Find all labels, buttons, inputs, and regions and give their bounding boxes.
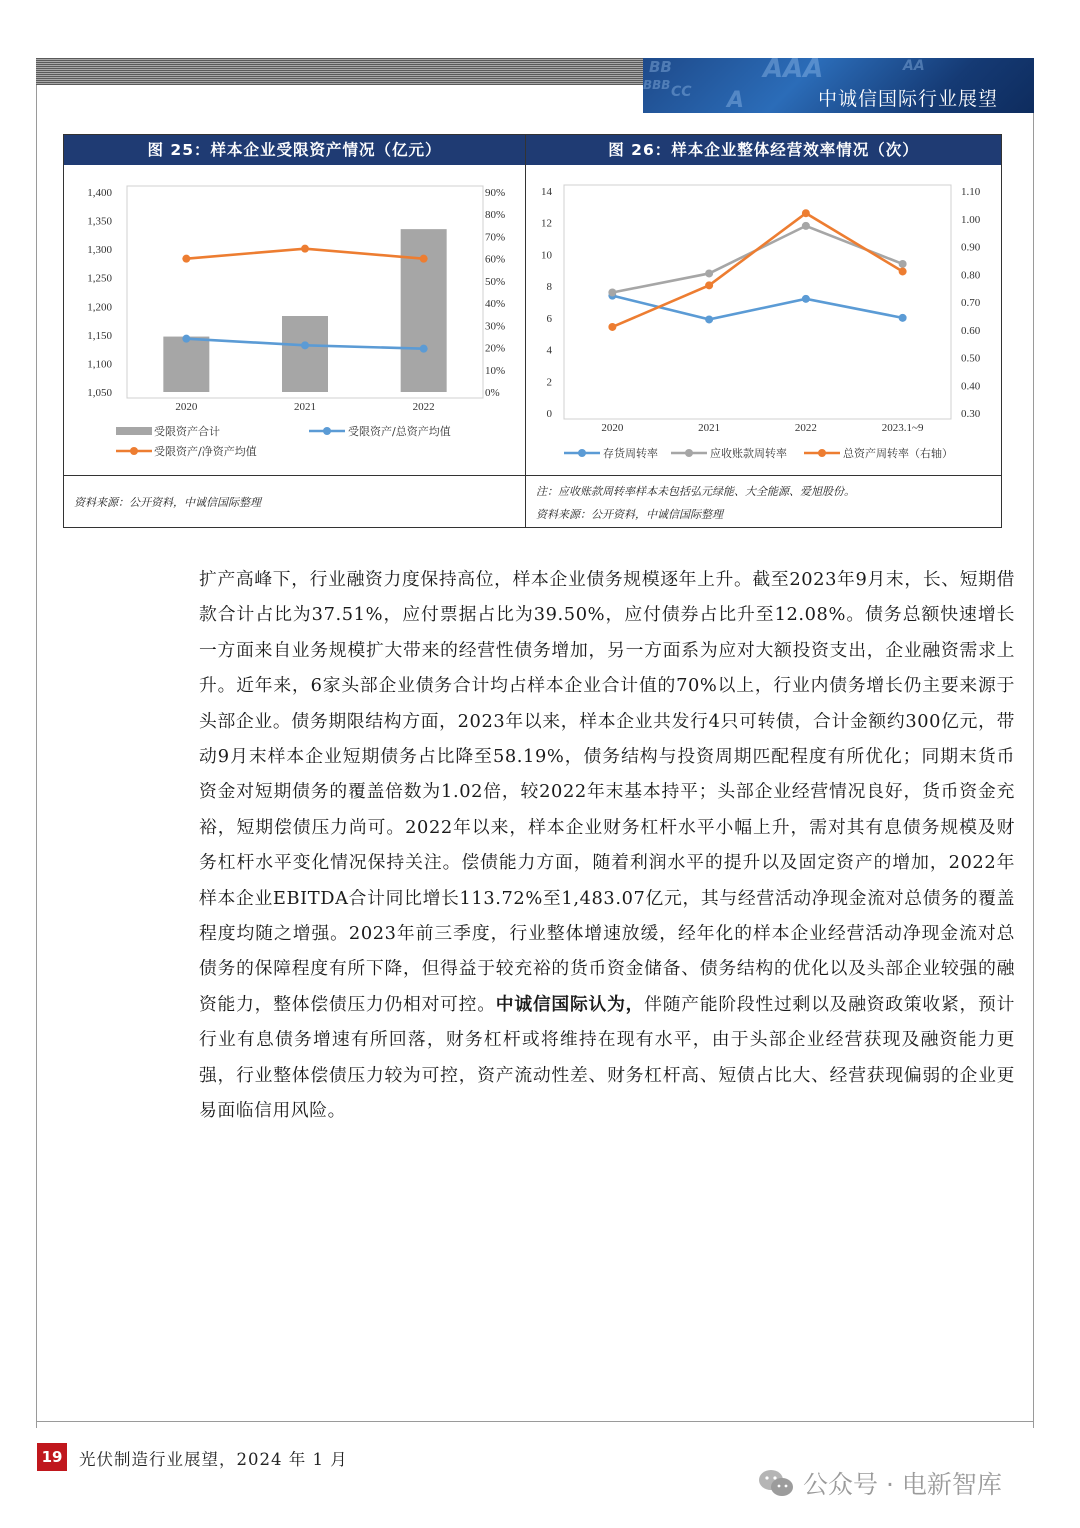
line-point (802, 209, 810, 217)
figure-26-source-divider (526, 475, 1001, 476)
x-tick-label: 2020 (175, 401, 198, 413)
bar-restricted-assets (163, 337, 209, 392)
right-tick-label: 0.30 (961, 408, 981, 420)
figure-25-svg (64, 165, 525, 475)
line-point (705, 281, 713, 289)
figure-26-chart (526, 165, 1001, 475)
right-tick-label: 0.50 (961, 352, 981, 365)
legend-label: 受限资产合计 (154, 425, 220, 438)
right-tick-label: 20% (485, 342, 506, 355)
footer-text: 光伏制造行业展望，2024 年 1 月 (79, 1450, 348, 1469)
wechat-icon (757, 1468, 795, 1498)
figure-25-source: 资料来源：公开资料，中诚信国际整理 (74, 496, 261, 509)
line-point (705, 269, 713, 277)
banner-deco-letters: AA (903, 58, 925, 74)
left-tick-label: 1,100 (87, 358, 112, 371)
banner-deco-letters: CC (671, 84, 692, 100)
body-text-part-2: 伴随产能阶段性过剩以及融资政策收紧，预计行业有息债务增速有所回落，财务杠杆或将维持在现有水平，由于头部企业经营获现及融资能力更强，行业整体偿债压力较为可控，资产流动性差、财务杠杆高、短债占比大、经营获现偏弱的企业更易面临信用风险。 (199, 993, 1015, 1122)
right-tick-label: 80% (485, 209, 506, 222)
right-tick-label: 0% (485, 387, 500, 399)
banner-deco-letters: A (727, 88, 745, 113)
right-tick-label: 60% (485, 253, 506, 266)
body-paragraph (199, 562, 1015, 1129)
figure-25-box (63, 134, 526, 528)
figure-26-source: 资料来源：公开资料，中诚信国际整理 (536, 508, 723, 521)
left-tick-label: 1,250 (87, 272, 112, 285)
line-point (802, 295, 810, 303)
legend-swatch-bar (116, 427, 152, 435)
x-tick-label: 2022 (412, 401, 435, 413)
banner-deco-letters: BBB (643, 78, 671, 92)
right-tick-label: 30% (485, 320, 506, 333)
left-tick-label: 6 (546, 312, 552, 325)
left-tick-label: 1,400 (87, 187, 112, 199)
line-point (705, 315, 713, 323)
bar-restricted-assets (282, 316, 328, 392)
line-point (802, 222, 810, 230)
left-tick-label: 14 (541, 186, 552, 198)
left-tick-label: 1,300 (87, 244, 112, 257)
line-point (608, 323, 616, 331)
legend-swatch-point (578, 449, 586, 457)
legend-label: 存货周转率 (603, 447, 658, 460)
line-point (899, 267, 907, 275)
legend-label: 总资产周转率（右轴） (843, 447, 953, 460)
legend-swatch-point (685, 449, 693, 457)
figure-26-title: 图 26：样本企业整体经营效率情况（次） (526, 135, 1001, 165)
right-tick-label: 10% (485, 364, 506, 377)
left-tick-label: 1,200 (87, 301, 112, 314)
left-tick-label: 1,150 (87, 329, 112, 342)
x-tick-label: 2021 (698, 422, 721, 434)
right-tick-label: 70% (485, 231, 506, 244)
watermark (757, 1465, 1002, 1501)
header-title: 中诚信国际行业展望 (817, 88, 998, 110)
x-tick-label: 2020 (601, 422, 624, 434)
right-tick-label: 0.60 (961, 324, 981, 337)
header-stripes (36, 58, 644, 85)
banner-deco-letters: BB (649, 58, 672, 76)
figure-26-svg (526, 165, 1001, 475)
frame-left-border (36, 58, 37, 1428)
legend-label: 受限资产/净资产均值 (154, 445, 257, 458)
line-point (182, 255, 190, 263)
line-point (301, 245, 309, 253)
figure-25-title: 图 25：样本企业受限资产情况（亿元） (64, 135, 525, 165)
x-tick-label: 2023.1~9 (881, 422, 924, 434)
line-point (899, 260, 907, 268)
legend-label: 受限资产/总资产均值 (348, 425, 451, 438)
legend-label: 应收账款周转率 (710, 447, 787, 460)
right-tick-label: 0.90 (961, 241, 981, 254)
line-receivables-turnover (612, 226, 902, 293)
left-tick-label: 4 (546, 344, 552, 357)
body-bold-phrase: 中诚信国际认为， (495, 993, 645, 1015)
frame-right-border (1033, 58, 1034, 1428)
x-tick-label: 2021 (294, 401, 316, 413)
right-tick-label: 40% (485, 298, 506, 311)
left-tick-label: 0 (546, 408, 552, 420)
left-tick-label: 10 (541, 249, 552, 262)
left-tick-label: 12 (541, 217, 552, 230)
figure-26-note: 注：应收账款周转率样本未包括弘元绿能、大全能源、爱旭股份。 (536, 485, 855, 498)
legend-swatch-point (323, 427, 331, 435)
right-tick-label: 0.80 (961, 269, 981, 282)
body-text-part-1: 扩产高峰下，行业融资力度保持高位，样本企业债务规模逐年上升。截至2023年9月末，长、短期借款合计占比为37.51%，应付票据占比为39.50%，应付债券占比升至12.08%。债务总额快速增长一方面来自业务规模扩大带来的经营性债务增加，另一方面系为应对大额投资支出，企业融资需求上升。近年来，6家头部企业债务合计均占样本企业合计值的70%以上，行业内债务增长仍主要来源于头部企业。债务期限结构方面，2023年以来，样本企业共发行4只可转债，合计金额约300亿元，带动9月末样本企业短期债务占比降至58.19%，债务结构与投资周期匹配程度有所优化；同期末货币资金对短期债务的覆盖倍数为1.02倍，较2022年末基本持平；头部企业经营情况良好，货币资金充裕，短期偿债压力尚可。2022年以来，样本企业财务杠杆水平小幅上升，需对其有息债务规模及财务杠杆水平变化情况保持关注。偿债能力方面，随着利润水平的提升以及固定资产的增加，2022年样本企业EBITDA合计同比增长113.72%至1,483.07亿元，其与经营活动净现金流对总债务的覆盖程度均随之增强。2023年前三季度，行业整体增速放缓，经年化的样本企业经营活动净现金流对总债务的保障程度有所下降，但得益于较充裕的货币资金储备、债务结构的优化以及头部企业较强的融资能力，整体偿债压力仍相对可控。 (199, 569, 1015, 1015)
figure-26-box (525, 134, 1002, 528)
line-point (420, 345, 428, 353)
right-tick-label: 0.70 (961, 297, 981, 309)
left-tick-label: 1,350 (87, 215, 112, 228)
bar-restricted-assets (401, 229, 447, 392)
line-point (301, 341, 309, 349)
line-point (420, 255, 428, 263)
body-text (199, 562, 1015, 1129)
banner-deco-letters: AAA (763, 58, 824, 84)
figure-25-source-divider (64, 475, 525, 476)
x-tick-label: 2022 (794, 422, 817, 434)
line-point (182, 335, 190, 343)
line-point (608, 288, 616, 296)
left-tick-label: 8 (546, 281, 552, 294)
right-tick-label: 1.10 (961, 186, 981, 198)
page-number: 19 (37, 1443, 67, 1471)
header-banner (643, 58, 1034, 113)
watermark-text: 公众号 · 电新智库 (803, 1470, 1002, 1499)
right-tick-label: 50% (485, 275, 506, 288)
left-tick-label: 2 (546, 376, 552, 389)
legend-swatch-point (130, 447, 138, 455)
line-point (899, 314, 907, 322)
plot-area-border (564, 185, 951, 419)
legend-swatch-point (818, 449, 826, 457)
figure-25-chart (64, 165, 525, 475)
footer-divider (36, 1421, 1034, 1422)
right-tick-label: 90% (485, 187, 506, 199)
left-tick-label: 1,050 (87, 387, 112, 399)
right-tick-label: 1.00 (961, 213, 981, 226)
right-tick-label: 0.40 (961, 380, 981, 393)
